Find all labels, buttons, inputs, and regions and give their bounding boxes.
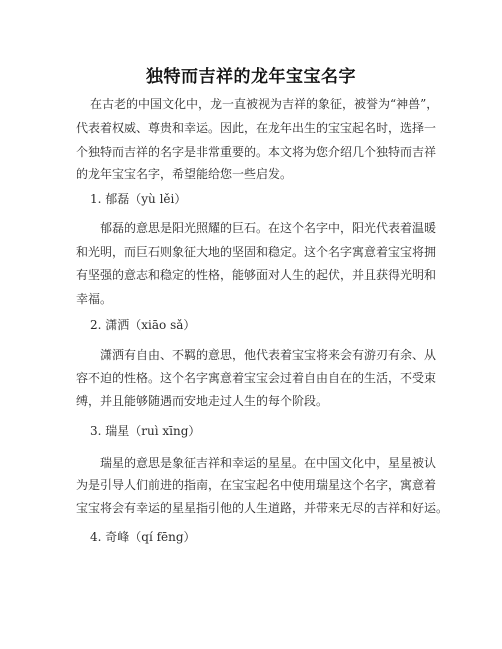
section-line: 容不迫的性格。这个名字寓意着宝宝会过着自由自在的生活，不受束 — [76, 371, 437, 385]
section-heading: 3. 瑞星（ruì xīng） — [90, 424, 201, 438]
section-line: 有坚强的意志和稳定的性格，能够面对人生的起伏，并且获得光明和 — [76, 268, 437, 282]
intro-line: 的龙年宝宝名字，希望能给您一些启发。 — [76, 167, 293, 181]
document-title: 独特而吉祥的龙年宝宝名字 — [146, 67, 356, 87]
section-line: 潇洒有自由、不羁的意思，他代表着宝宝将来会有游刃有余、从 — [100, 348, 437, 362]
section-line: 宝宝将会有幸运的星星指引他的人生道路，并带来无尽的吉祥和好运。 — [76, 501, 449, 515]
section-line: 幸福。 — [76, 292, 113, 306]
section-line: 郁磊的意思是阳光照耀的巨石。在这个名字中，阳光代表着温暖 — [100, 221, 437, 235]
section-line: 缚，并且能够随遇而安地走过人生的每个阶段。 — [76, 394, 329, 408]
intro-line: 代表着权威、尊贵和幸运。因此，在龙年出生的宝宝起名时，选择一 — [76, 121, 437, 135]
section-heading: 1. 郁磊（yù lěi） — [90, 192, 187, 206]
section-heading: 2. 潇洒（xiāo sǎ） — [90, 318, 196, 332]
intro-line: 个独特而吉祥的名字是非常重要的。本文将为您介绍几个独特而吉祥 — [76, 145, 437, 159]
section-line: 为是引导人们前进的指南，在宝宝起名中使用瑞星这个名字，寓意着 — [76, 478, 437, 492]
section-line: 瑞星的意思是象征吉祥和幸运的星星。在中国文化中，星星被认 — [100, 456, 437, 470]
section-line: 和光明，而巨石则象征大地的坚固和稳定。这个名字寓意着宝宝将拥 — [76, 245, 437, 259]
section-heading: 4. 奇峰（qí fēng） — [90, 530, 196, 544]
intro-line: 在古老的中国文化中，龙一直被视为吉祥的象征，被誉为“神兽”， — [90, 97, 439, 111]
